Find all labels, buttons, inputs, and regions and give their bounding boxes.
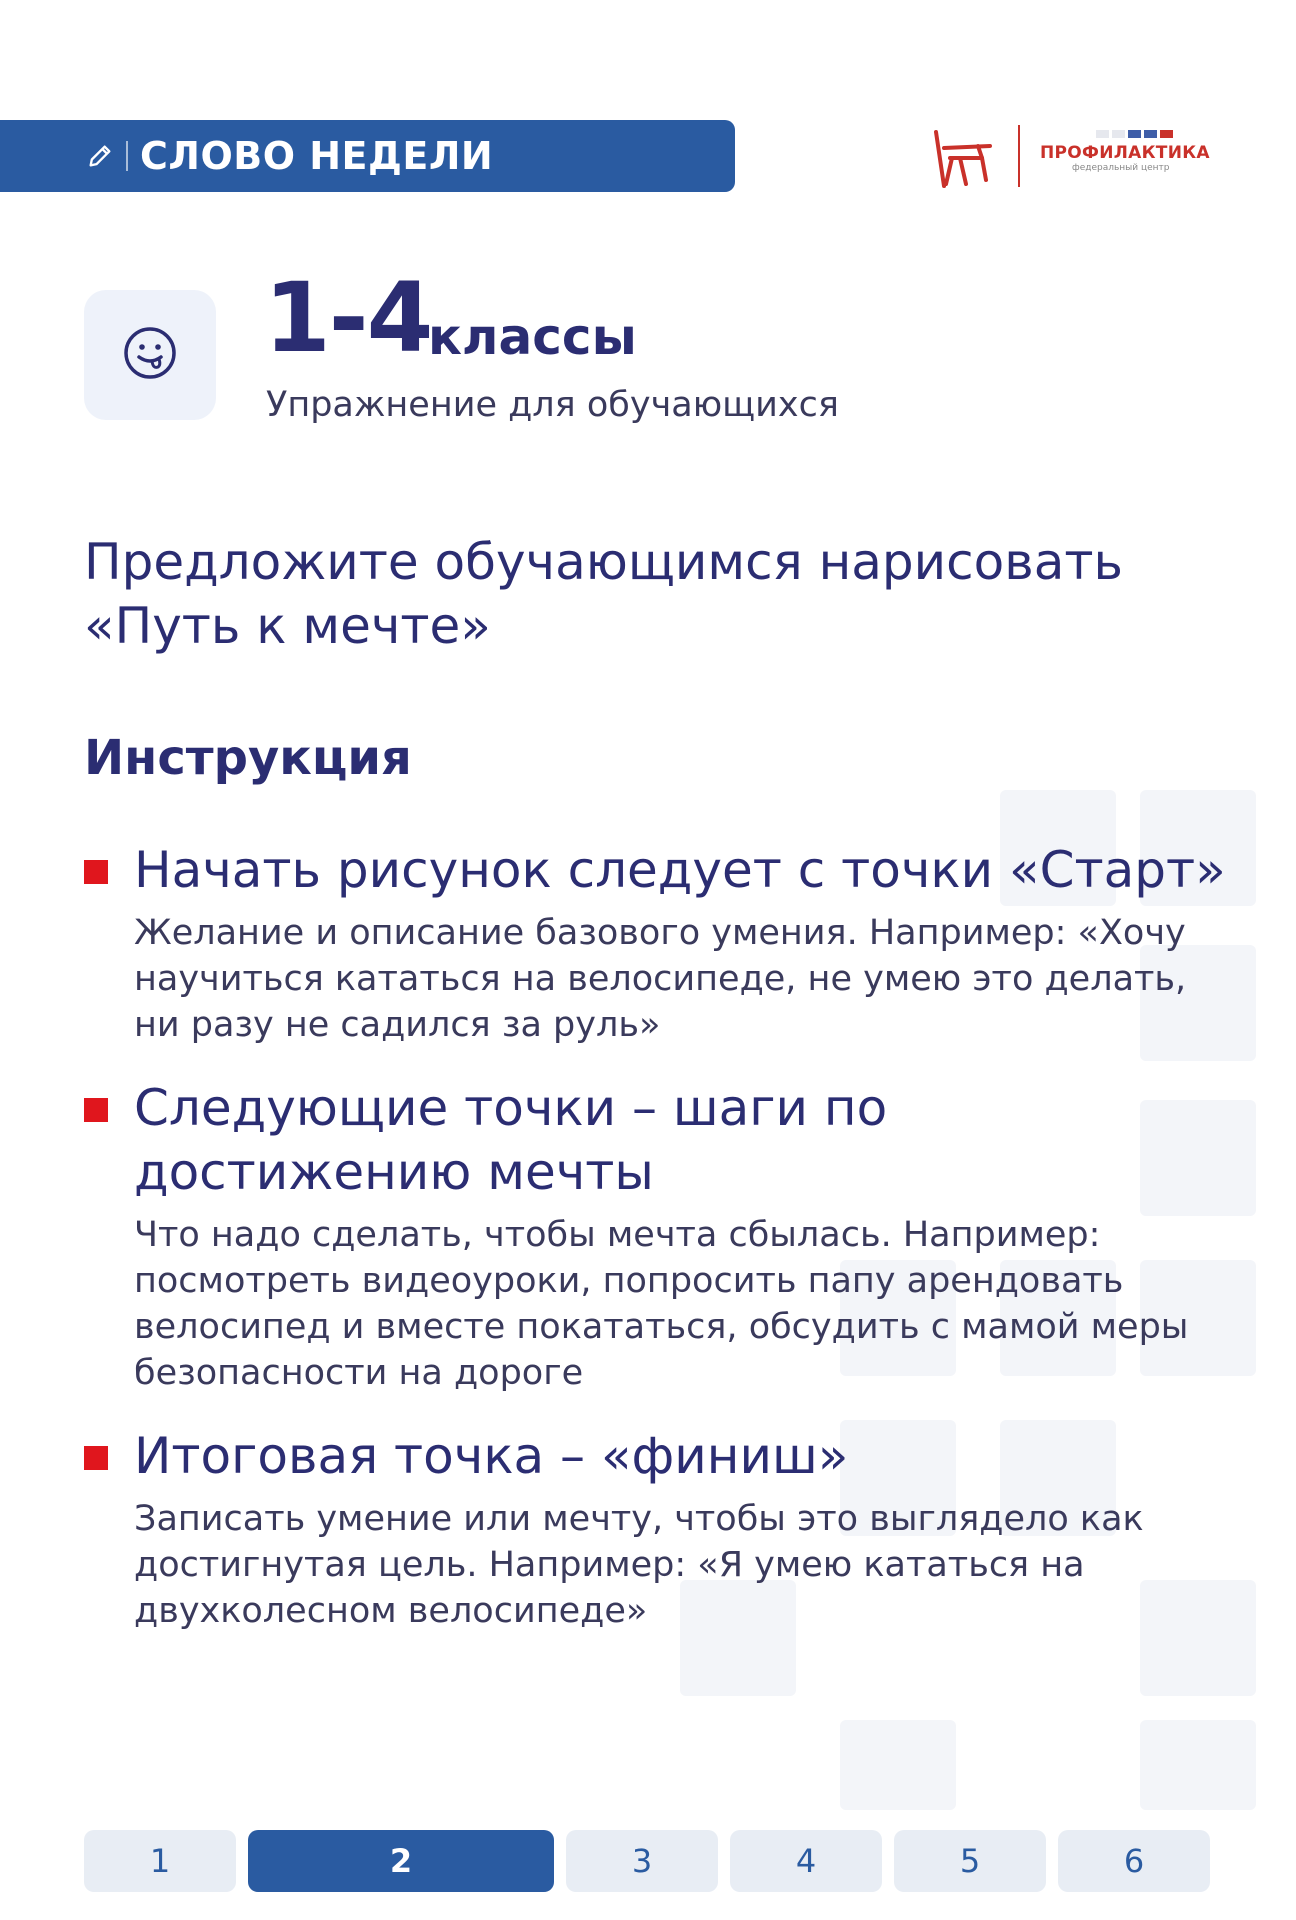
- instruction-list: [84, 838, 1234, 1662]
- logo-name: ПРОФИЛАКТИКА: [1040, 143, 1210, 163]
- logo-divider: [1018, 125, 1020, 187]
- logo-subtitle: федеральный центр: [1072, 163, 1170, 173]
- page-button-3[interactable]: 3: [566, 1830, 718, 1892]
- bullet-square-icon: [84, 860, 108, 884]
- logo-flag-block: [1112, 130, 1125, 138]
- smiley-tongue-icon: [122, 325, 178, 385]
- pagination: [84, 1830, 1210, 1892]
- page-button-6[interactable]: 6: [1058, 1830, 1210, 1892]
- logo-flag-block: [1096, 130, 1109, 138]
- stick-figure-logo-icon: [930, 128, 994, 188]
- section-title: СЛОВО НЕДЕЛИ: [140, 134, 494, 178]
- logo-flags: [1096, 130, 1220, 138]
- grade-icon-box: [84, 290, 216, 420]
- list-item: [84, 1076, 1234, 1396]
- bullet-square-icon: [84, 1098, 108, 1122]
- item-description: Что надо сделать, чтобы мечта сбылась. Например: посмотреть видеоуроки, попросить папу арендовать велосипед и вместе покататься, обсудить с мамой меры безопасности на дороге: [134, 1215, 1189, 1393]
- banner-separator: [126, 141, 128, 171]
- page-button-2-active[interactable]: 2: [248, 1830, 554, 1892]
- background-square: [1140, 1720, 1256, 1810]
- background-square: [840, 1720, 956, 1810]
- item-description: Желание и описание базового умения. Например: «Хочу научиться кататься на велосипеде, не умею это делать, ни разу не садился за руль»: [134, 913, 1187, 1045]
- instruction-title: Инструкция: [84, 730, 412, 786]
- item-heading: Начать рисунок следует с точки «Старт»: [134, 841, 1226, 899]
- grade-number: 1-4: [264, 262, 432, 374]
- list-item: [84, 838, 1234, 1048]
- item-heading: Следующие точки – шаги по достижению мечты: [134, 1079, 888, 1201]
- profilaktika-logo: [1040, 130, 1220, 184]
- section-banner: [0, 120, 735, 192]
- logo-flag-block: [1160, 130, 1173, 138]
- item-heading: Итоговая точка – «финиш»: [134, 1427, 849, 1485]
- pencil-icon: [86, 141, 116, 171]
- page-button-1[interactable]: 1: [84, 1830, 236, 1892]
- lead-text: Предложите обучающимся нарисовать «Путь к мечте»: [84, 533, 1123, 655]
- logo-flag-block: [1128, 130, 1141, 138]
- grade-word: классы: [428, 308, 637, 366]
- logo-flag-block: [1144, 130, 1157, 138]
- list-item: [84, 1424, 1234, 1634]
- item-description: Записать умение или мечту, чтобы это выглядело как достигнутая цель. Например: «Я умею кататься на двухколесном велосипеде»: [134, 1499, 1144, 1631]
- grade-subtitle: Упражнение для обучающихся: [266, 385, 839, 425]
- page-button-4[interactable]: 4: [730, 1830, 882, 1892]
- bullet-square-icon: [84, 1446, 108, 1470]
- page-button-5[interactable]: 5: [894, 1830, 1046, 1892]
